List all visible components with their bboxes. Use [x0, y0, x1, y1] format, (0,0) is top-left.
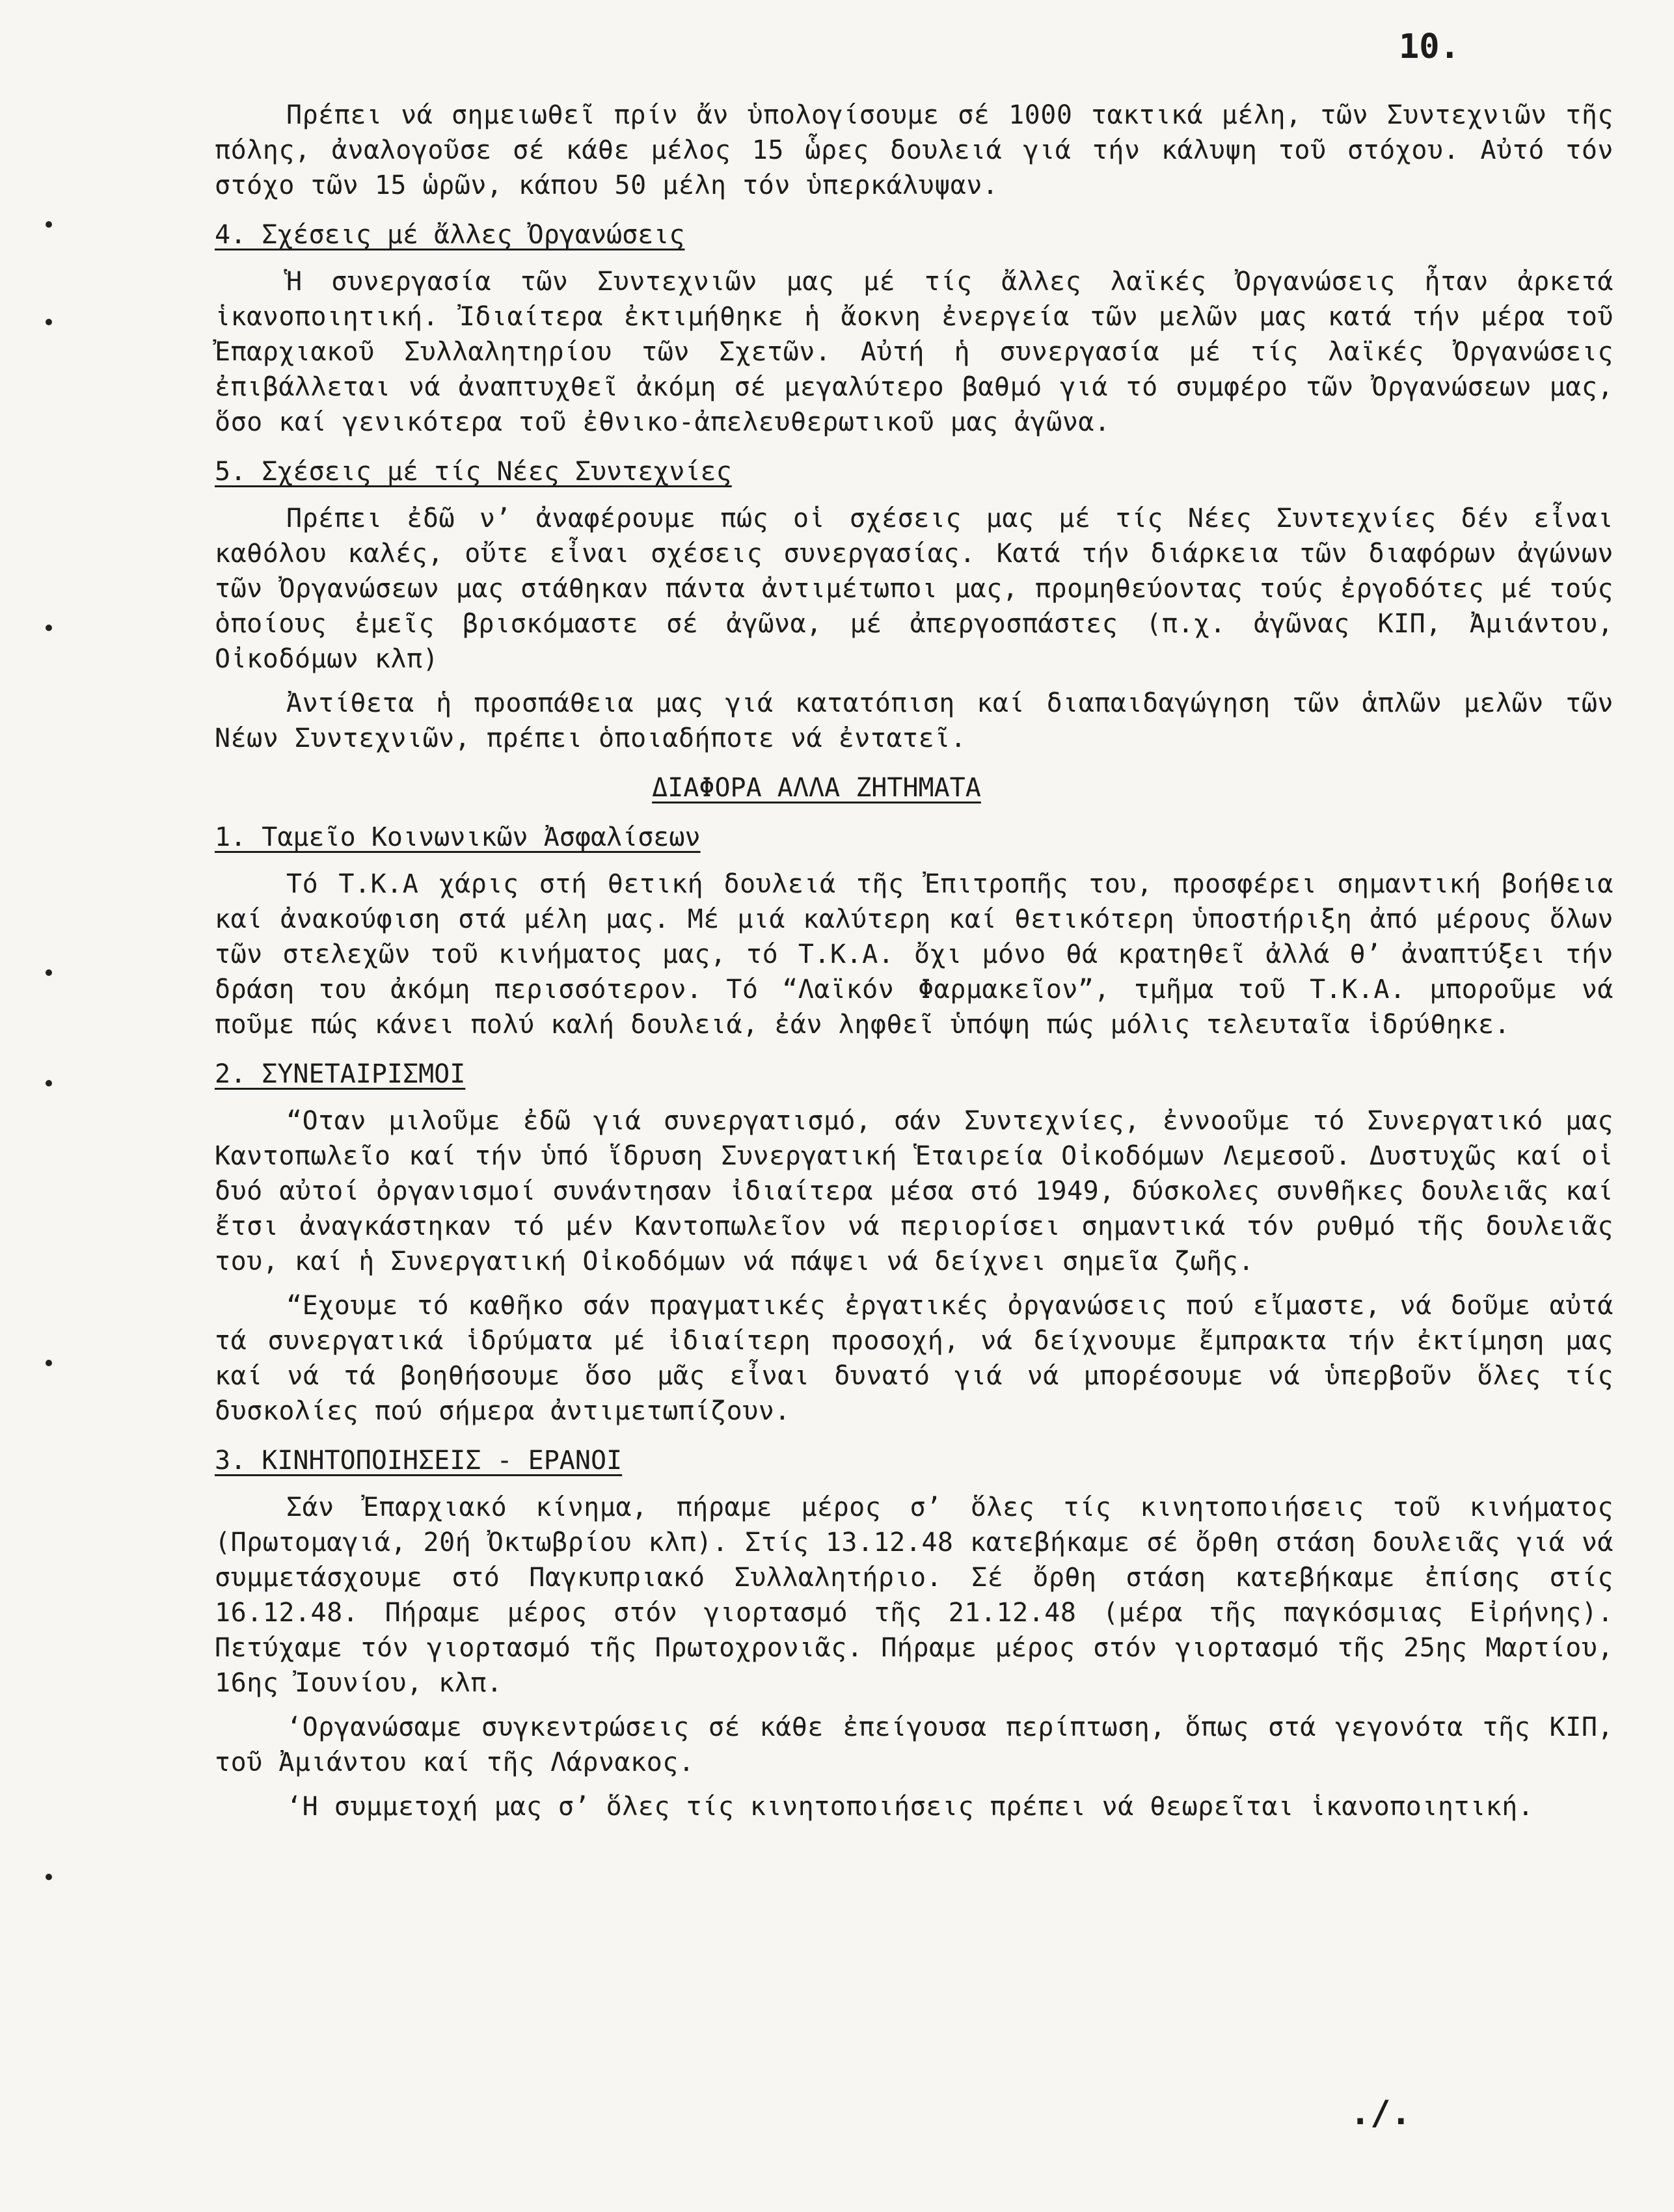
section-heading: 5. Σχέσεις μέ τίς Νέες Συντεχνίες — [215, 457, 732, 487]
paragraph: Πρέπει νά σημειωθεῖ πρίν ἄν ὑπολογίσουμε σέ 1000 τακτικά μέλη, τῶν Συντεχνιῶν τῆς πόλης, ἀναλογοῦσε σέ κάθε μέλος 15 ὧρες δουλειά γιά τήν κάλυψη τοῦ στόχου. Αὐτό τόν στόχο τῶν 15 ὡρῶν, κάπου 50 μέλη τόν ὑπερκάλυψαν. — [215, 100, 1613, 200]
part-heading: ΔΙΑΦΟΡΑ ΑΛΛΑ ΖΗΤΗΜΑΤΑ — [652, 773, 981, 803]
page-number: 10. — [1399, 27, 1460, 66]
section-heading: 2. ΣΥΝΕΤΑΙΡΙΣΜΟΙ — [215, 1059, 466, 1089]
section-heading: 4. Σχέσεις μέ ἄλλες Ὀργανώσεις — [215, 220, 685, 250]
paragraph: “Εχουμε τό καθῆκο σάν πραγματικές ἐργατικές ὀργανώσεις πού εἴμαστε, νά δοῦμε αὐτά τά συνεργατικά ἱδρύματα μέ ἰδιαίτερη προσοχή, νά δείχνουμε ἔμπρακτα τήν ἐκτίμηση μας καί νά τά βοηθήσουμε ὅσο μᾶς εἶναι δυνατό γιά νά μπορέσουμε νά ὑπερβοῦν ὅλες τίς δυσκολίες πού σήμερα ἀντιμετωπίζουν. — [215, 1291, 1613, 1426]
paragraph: ‘Οργανώσαμε συγκεντρώσεις σέ κάθε ἐπείγουσα περίπτωση, ὅπως στά γεγονότα τῆς ΚΙΠ, τοῦ Ἀμιάντου καί τῆς Λάρνακος. — [215, 1712, 1613, 1777]
section-heading: 3. ΚΙΝΗΤΟΠΟΙΗΣΕΙΣ - ΕΡΑΝΟΙ — [215, 1446, 623, 1476]
paragraph: Ἀντίθετα ἡ προσπάθεια μας γιά κατατόπιση καί διαπαιδαγώγηση τῶν ἁπλῶν μελῶν τῶν Νέων Συντεχνιῶν, πρέπει ὁποιαδήποτε νά ἐντατεῖ. — [215, 688, 1613, 753]
paragraph: Ἡ συνεργασία τῶν Συντεχνιῶν μας μέ τίς ἄλλες λαϊκές Ὀργανώσεις ἦταν ἀρκετά ἱκανοποιητική. Ἰδιαίτερα ἐκτιμήθηκε ἡ ἄοκνη ἐνεργεία τῶν μελῶν μας κατά τήν μέρα τοῦ Ἐπαρχιακοῦ Συλλαλητηρίου τῶν Σχετῶν. Αὐτή ἡ συνεργασία μέ τίς λαϊκές Ὀργανώσεις ἐπιβάλλεται νά ἀναπτυχθεῖ ἀκόμη σέ μεγαλύτερο βαθμό γιά τό συμφέρο τῶν Ὀργανώσεων μας, ὅσο καί γενικότερα τοῦ ἐθνικο-ἀπελευθερωτικοῦ μας ἀγῶνα. — [215, 267, 1613, 437]
paragraph: Πρέπει ἐδῶ ν’ ἀναφέρουμε πώς οἱ σχέσεις μας μέ τίς Νέες Συντεχνίες δέν εἶναι καθόλου καλές, οὔτε εἶναι σχέσεις συνεργασίας. Κατά τήν διάρκεια τῶν διαφόρων ἀγώνων τῶν Ὀργανώσεων μας στάθηκαν πάντα ἀντιμέτωποι μας, προμηθεύοντας τούς ἐργοδότες μέ τούς ὁποίους ἐμεῖς βρισκόμαστε σέ ἀγῶνα, μέ ἀπεργοσπάστες (π.χ. ἀγῶνας ΚΙΠ, Ἀμιάντου, Οἰκοδόμων κλπ) — [215, 504, 1613, 674]
margin-dot — [46, 625, 52, 631]
margin-dot — [46, 1874, 52, 1880]
margin-dot — [46, 1360, 52, 1366]
paragraph: ‘Η συμμετοχή μας σ’ ὅλες τίς κινητοποιήσεις πρέπει νά θεωρεῖται ἱκανοποιητική. — [286, 1792, 1534, 1822]
closing-mark: ./. — [1350, 2094, 1411, 2133]
section-heading: 1. Ταμεῖο Κοινωνικῶν Ἀσφαλίσεων — [215, 822, 701, 852]
margin-dot — [46, 319, 52, 325]
document-body — [215, 98, 1613, 1833]
margin-dot — [46, 969, 52, 976]
margin-dot — [46, 221, 52, 228]
paragraph: “Οταν μιλοῦμε ἐδῶ γιά συνεργατισμό, σάν Συντεχνίες, ἐννοοῦμε τό Συνεργατικό μας Καντοπωλεῖο καί τήν ὑπό ἵδρυση Συνεργατική Ἑταιρεία Οἰκοδόμων Λεμεσοῦ. Δυστυχῶς καί οἱ δυό αὐτοί ὀργανισμοί συνάντησαν ἰδιαίτερα μέσα στό 1949, δύσκολες συνθῆκες δουλειᾶς καί ἔτσι ἀναγκάστηκαν τό μέν Καντοπωλεῖον νά περιορίσει σημαντικά τόν ρυθμό τῆς δουλειᾶς του, καί ἡ Συνεργατική Οἰκοδόμων νά πάψει νά δείχνει σημεῖα ζωῆς. — [215, 1106, 1613, 1276]
paragraph: Σάν Ἐπαρχιακό κίνημα, πήραμε μέρος σ’ ὅλες τίς κινητοποιήσεις τοῦ κινήματος (Πρωτομαγιά, 20ή Ὀκτωβρίου κλπ). Στίς 13.12.48 κατεβήκαμε σέ ὄρθη στάση δουλειᾶς γιά νά συμμετάσχουμε στό Παγκυπριακό Συλλαλητήριο. Σέ ὄρθη στάση κατεβήκαμε ἐπίσης στίς 16.12.48. Πήραμε μέρος στόν γιορτασμό τῆς 21.12.48 (μέρα τῆς παγκόσμιας Εἰρήνης). Πετύχαμε τόν γιορτασμό τῆς Πρωτοχρονιᾶς. Πήραμε μέρος στόν γιορτασμό τῆς 25ης Μαρτίου, 16ης Ἰουνίου, κλπ. — [215, 1492, 1613, 1698]
paragraph: Τό Τ.Κ.Α χάρις στή θετική δουλειά τῆς Ἐπιτροπῆς του, προσφέρει σημαντική βοήθεια καί ἀνακούφιση στά μέλη μας. Μέ μιά καλύτερη καί θετικότερη ὑποστήριξη ἀπό μέρους ὅλων τῶν στελεχῶν τοῦ κινήματος μας, τό Τ.Κ.Α. ὄχι μόνο θά κρατηθεῖ ἀλλά θ’ ἀναπτύξει τήν δράση του ἀκόμη περισσότερον. Τό “Λαϊκόν Φαρμακεῖον”, τμῆμα τοῦ Τ.Κ.Α. μποροῦμε νά ποῦμε πώς κάνει πολύ καλή δουλειά, ἐάν ληφθεῖ ὑπόψη πώς μόλις τελευταῖα ἱδρύθηκε. — [215, 869, 1613, 1040]
margin-dot — [46, 1080, 52, 1086]
